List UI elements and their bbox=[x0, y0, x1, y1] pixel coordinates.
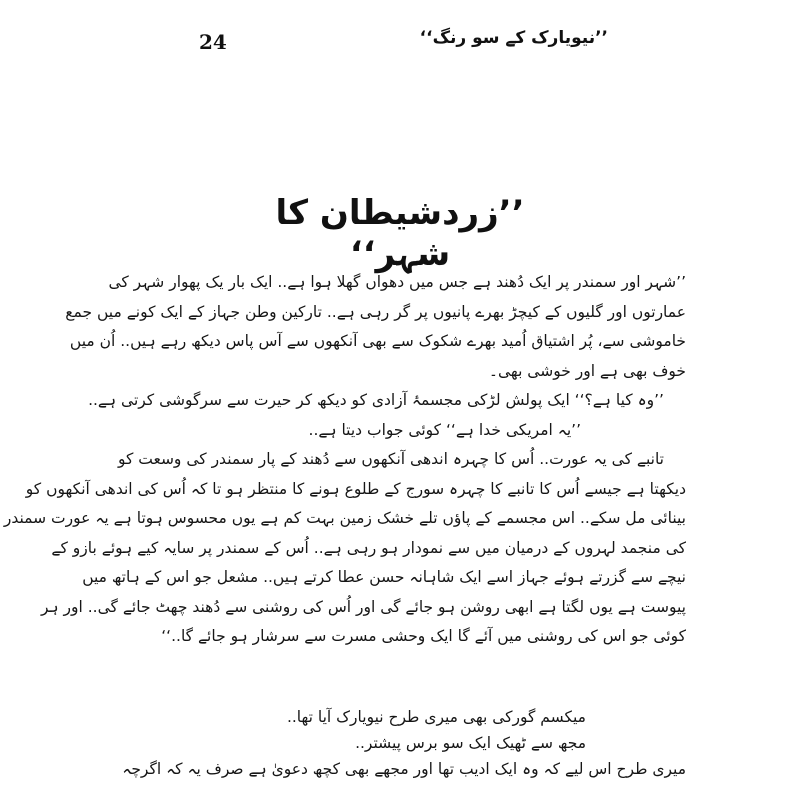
text-line: پیوست ہے یوں لگتا ہے ابھی روشن ہو جائے گی اور اُس کی روشنی سے دُھند چھٹ جائے گی.. اور ہر bbox=[40, 597, 686, 616]
paragraph-gap bbox=[178, 652, 686, 704]
text-line: کوئی جو اس کی روشنی میں آئے گا ایک وحشی مسرت سے سرشار ہو جائے گا..‘‘ bbox=[161, 627, 686, 645]
text-line: خوف بھی ہے اور خوشی بھی۔ bbox=[488, 361, 686, 380]
quote-line: ’’وہ کیا ہے؟‘‘ ایک پولش لڑکی مجسمۂ آزادی کو دیکھ کر حیرت سے سرگوشی کرتی ہے.. bbox=[88, 391, 664, 409]
text-line: عمارتوں اور گلیوں کے کیچڑ بھرے پانیوں پر گر رہی ہے.. تارکین وطن جہاز کے ایک کونے میں جمع bbox=[65, 302, 686, 321]
chapter-title: ’’زردشیطان کا شہر‘‘ bbox=[275, 193, 525, 274]
text-line: کی منجمد لہروں کے درمیان میں سے نمودار ہو رہی ہے.. اُس کے سمندر پر سایہ کیے ہوئے بازو کے bbox=[51, 538, 686, 557]
text-line: میری طرح اس لیے کہ وہ ایک ادیب تھا اور مجھے بھی کچھ دعویٰ ہے صرف یہ کہ اگرچہ bbox=[122, 759, 686, 778]
text-line: دیکھتا ہے جیسے اُس کا تانبے کا چہرہ سورج کے طلوع ہونے کا منتظر ہو تا کہ اُس کی اندھی آنکھوں کو bbox=[25, 479, 686, 498]
text-line: تانبے کی یہ عورت.. اُس کا چہرہ اندھی آنکھوں سے دُھند کے پار سمندر کی وسعت کو bbox=[117, 450, 664, 468]
text-line: ’’شہر اور سمندر پر ایک دُھند ہے جس میں دھواں گھلا ہوا ہے.. ایک بار یک پھوار شہر کی bbox=[108, 273, 686, 291]
page-number: 24 bbox=[199, 30, 227, 54]
text-line: خاموشی سے، پُر اشتیاق اُمید بھرے شکوک سے بھی آنکھوں سے آس پاس دیکھ رہے ہیں.. اُن میں bbox=[69, 332, 686, 350]
body-text bbox=[3, 268, 686, 782]
text-line: مجھ سے ٹھیک ایک سو برس پیشتر.. bbox=[355, 733, 586, 752]
paragraph-1 bbox=[65, 268, 686, 386]
text-line: بینائی مل سکے.. اس مجسمے کے پاؤں تلے خشک زمین بہت کم ہے یوں محسوس ہوتا ہے یہ عورت سمندر bbox=[3, 509, 686, 527]
text-line: نیچے سے گزرتے ہوئے جہاز اسے ایک شاہانہ حسن عطا کرتے ہیں.. مشعل جو اس کے ہاتھ میں bbox=[82, 568, 686, 586]
paragraph-3 bbox=[122, 704, 686, 782]
running-head: ’’نیویارک کے سو رنگ‘‘ bbox=[419, 28, 608, 48]
text-line: میکسم گورکی بھی میری طرح نیویارک آیا تھا.. bbox=[286, 707, 586, 726]
paragraph-2 bbox=[3, 445, 686, 652]
quote-line: ’’یہ امریکی خدا ہے‘‘ کوئی جواب دیتا ہے.. bbox=[308, 420, 581, 439]
